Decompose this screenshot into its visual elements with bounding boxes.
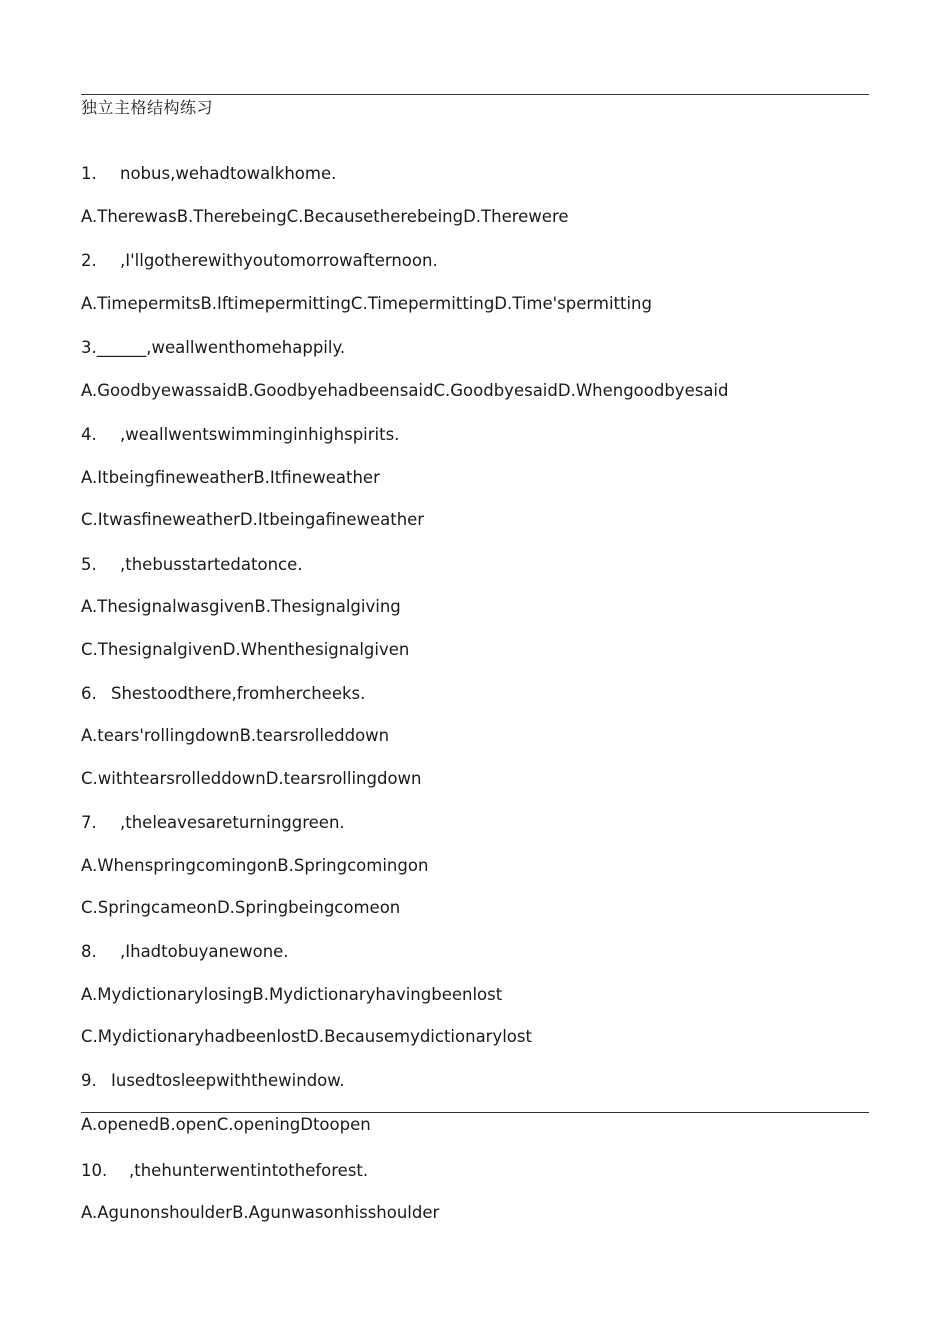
- page-break-rule: [81, 1112, 869, 1113]
- question-text: Iusedtosleepwiththewindow.: [111, 1071, 345, 1090]
- options-8b: C.MydictionaryhadbeenlostD.Becausemydictionarylost: [81, 1027, 532, 1046]
- question-5: [81, 555, 303, 575]
- options-6b: C.withtearsrolleddownD.tearsrollingdown: [81, 769, 422, 788]
- options-5a: A.ThesignalwasgivenB.Thesignalgiving: [81, 597, 401, 616]
- question-number: 2.: [81, 251, 97, 270]
- options-6a: A.tears'rollingdownB.tearsrolleddown: [81, 726, 390, 745]
- options-1: A.TherewasB.TherebeingC.BecausetherebeingD.Therewere: [81, 207, 569, 226]
- question-text: ,weallwentswimminginhighspirits.: [120, 425, 400, 444]
- options-4b: C.ItwasfineweatherD.Itbeingafineweather: [81, 510, 425, 529]
- question-2: [81, 251, 438, 271]
- options-7b: C.SpringcameonD.Springbeingcomeon: [81, 898, 401, 917]
- question-number: 1.: [81, 164, 97, 183]
- question-number: 9.: [81, 1071, 97, 1090]
- question-number: 10.: [81, 1161, 108, 1180]
- options-3: A.GoodbyewassaidB.GoodbyehadbeensaidC.GoodbyesaidD.Whengoodbyesaid: [81, 381, 729, 400]
- options-2: A.TimepermitsB.IftimepermittingC.TimepermittingD.Time'spermitting: [81, 294, 652, 313]
- options-7a: A.WhenspringcomingonB.Springcomingon: [81, 856, 429, 875]
- question-text: Shestoodthere,fromhercheeks.: [111, 684, 366, 703]
- question-9: [81, 1071, 344, 1091]
- options-4a: A.ItbeingfineweatherB.Itfineweather: [81, 468, 380, 487]
- options-9: A.openedB.openC.openingDtoopen: [81, 1115, 371, 1134]
- options-10: A.AgunonshoulderB.Agunwasonhisshoulder: [81, 1203, 440, 1222]
- question-10: [81, 1161, 368, 1181]
- question-text: ______,weallwenthomehappily.: [96, 338, 346, 357]
- question-number: 5.: [81, 555, 97, 574]
- page-title: 独立主格结构练习: [81, 98, 214, 117]
- question-8: [81, 942, 289, 962]
- question-text: ,theleavesareturninggreen.: [120, 813, 345, 832]
- question-4: [81, 425, 399, 445]
- question-text: nobus,wehadtowalkhome.: [120, 164, 337, 183]
- question-number: 3.: [81, 338, 97, 357]
- question-text: ,Ihadtobuyanewone.: [120, 942, 289, 961]
- question-1: [81, 164, 336, 184]
- options-5b: C.ThesignalgivenD.Whenthesignalgiven: [81, 640, 410, 659]
- question-number: 4.: [81, 425, 97, 444]
- question-text: ,I'llgotherewithyoutomorrowafternoon.: [120, 251, 438, 270]
- question-number: 6.: [81, 684, 97, 703]
- question-6: [81, 684, 365, 704]
- question-text: ,thebusstartedatonce.: [120, 555, 303, 574]
- question-7: [81, 813, 345, 833]
- options-8a: A.MydictionarylosingB.Mydictionaryhavingbeenlost: [81, 985, 503, 1004]
- question-3: [81, 338, 345, 358]
- question-text: ,thehunterwentintotheforest.: [129, 1161, 369, 1180]
- question-number: 8.: [81, 942, 97, 961]
- question-number: 7.: [81, 813, 97, 832]
